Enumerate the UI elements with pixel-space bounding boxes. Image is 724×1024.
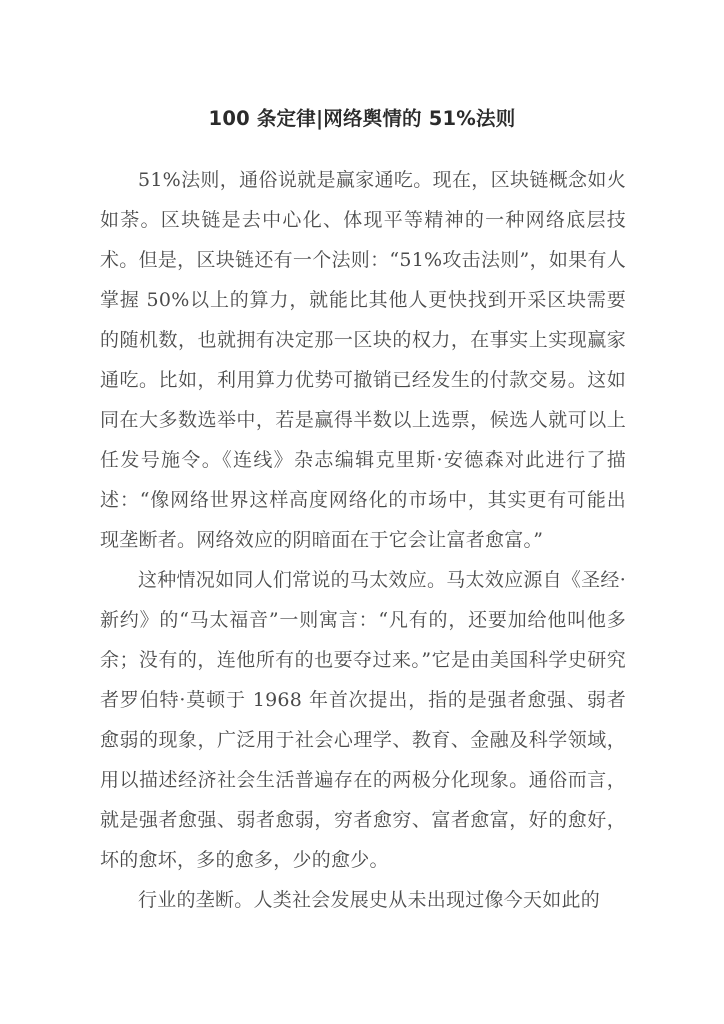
- paragraph-3: 行业的垄断。人类社会发展史从未出现过像今天如此的: [138, 889, 601, 911]
- page-title: 100 条定律|网络舆情的 51%法则: [208, 107, 516, 131]
- paragraph-1: 51%法则，通俗说就是赢家通吃。现在，区块链概念如火如荼。区块链是去中心化、体现平等精神的一种网络底层技术。但是，区块链还有一个法则：“51%攻击法则”，如果有人掌握 50%以上的算力，就能比其他人更快找到开采区块需要的随机数，也就拥有决定那一区块的权力，在事实上实现赢家通吃。比如，利用算力优势可撤销已经发生的付款交易。这如同在大多数选举中，若是赢得半数以上选票，候选人就可以上任发号施令。《连线》杂志编辑克里斯·安德森对此进行了描述：“像网络世界这样高度网络化的市场中，其实更有可能出现垄断者。网络效应的阴暗面在于它会让富者愈富。”: [100, 169, 626, 551]
- body-text-column: [100, 160, 626, 920]
- paragraph-2: 这种情况如同人们常说的马太效应。马太效应源自《圣经·新约》的“马太福音”一则寓言：“凡有的，还要加给他叫他多余；没有的，连他所有的也要夺过来。”它是由美国科学史研究者罗伯特·莫顿于 1968 年首次提出，指的是强者愈强、弱者愈弱的现象，广泛用于社会心理学、教育、金融及科学领域，用以描述经济社会生活普遍存在的两极分化现象。通俗而言，就是强者愈强、弱者愈弱，穷者愈穷、富者愈富，好的愈好，坏的愈坏，多的愈多，少的愈少。: [100, 569, 626, 871]
